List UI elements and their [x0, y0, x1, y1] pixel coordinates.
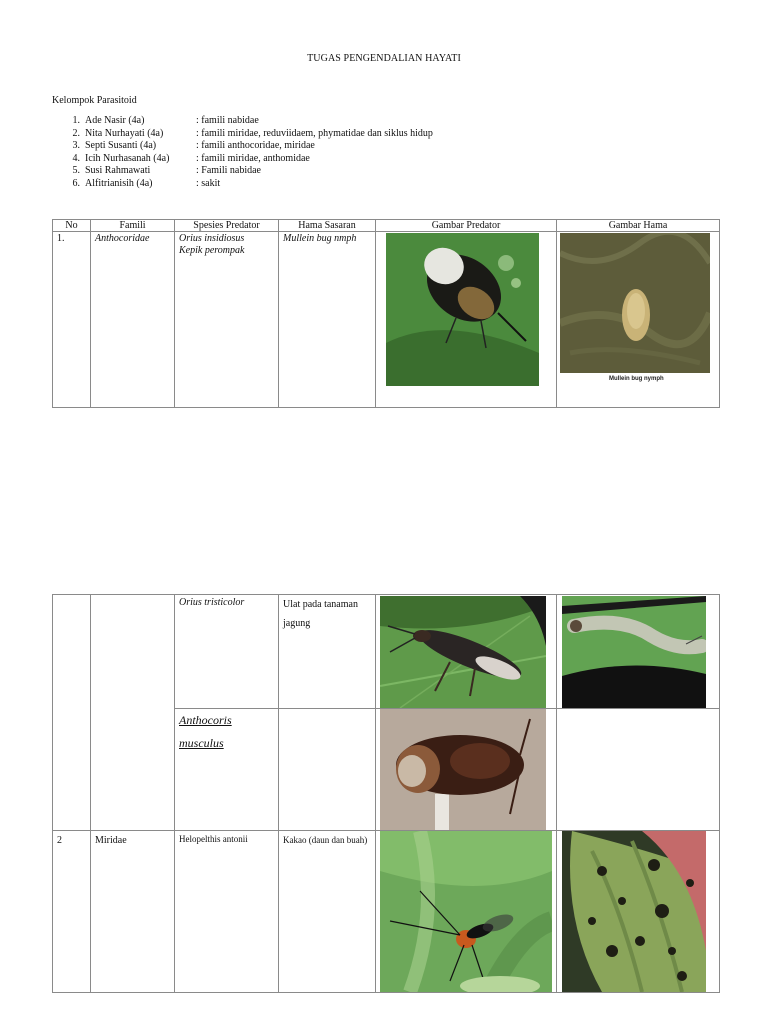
member-number: 1. [72, 115, 80, 126]
member-name: Nita Nurhayati (4a) [85, 127, 164, 139]
member-task: : famili miridae, anthomidae [196, 152, 310, 164]
species-common-name: Kepik perompak [179, 245, 245, 256]
famili-name: Anthocoridae [95, 233, 150, 244]
header-no: No [53, 220, 91, 232]
member-number: 3. [72, 140, 80, 152]
species-name: Helopelthis antonii [179, 834, 248, 844]
caterpillar-on-leaf-image [562, 596, 706, 708]
mullein-bug-nymph-image [560, 233, 710, 373]
header-spesies: Spesies Predator [175, 220, 279, 232]
hama-target: Ulat pada tanaman jagung [283, 599, 358, 629]
member-name: Susi Rahmawati [85, 165, 151, 177]
anthocoris-bug-on-stalk-image [380, 709, 546, 830]
member-number: 2. [72, 127, 80, 139]
header-famili: Famili [91, 220, 175, 232]
row-number: 1. [57, 233, 65, 244]
member-number: 4. [72, 152, 80, 164]
hama-target: Mullein bug nmph [283, 233, 357, 244]
member-task: : famili anthocoridae, miridae [196, 140, 315, 152]
document-title: TUGAS PENGENDALIAN HAYATI [307, 53, 461, 64]
table-row [53, 831, 720, 993]
hama-image-caption: Mullein bug nymph [609, 376, 664, 382]
header-gambar-predator: Gambar Predator [376, 220, 557, 232]
member-task: : Famili nabidae [196, 165, 261, 177]
orius-bug-on-leaf-image [386, 233, 539, 386]
table-row [53, 595, 720, 709]
damaged-cocoa-pod-image [562, 831, 706, 992]
table-row [53, 232, 720, 408]
helopeltis-on-plant-image [380, 831, 552, 992]
orius-tristicolor-on-leaf-image [380, 596, 546, 708]
member-name: Alfitrianisih (4a) [85, 177, 153, 189]
hama-target: Kakao (daun dan buah) [283, 835, 368, 845]
header-gambar-hama: Gambar Hama [557, 220, 720, 232]
row-number: 2 [57, 835, 62, 846]
member-task: : famili nabidae [196, 115, 259, 126]
famili-name: Miridae [95, 835, 127, 846]
species-name: Orius tristicolor [179, 597, 245, 608]
species-name: Orius insidiosus [179, 233, 245, 244]
member-task: : famili miridae, reduviidaem, phymatidae dan siklus hidup [196, 127, 433, 139]
species-name: Anthocoris musculus [179, 713, 232, 750]
member-name: Icih Nurhasanah (4a) [85, 152, 170, 164]
predator-table-page2 [52, 594, 720, 993]
member-name: Septi Susanti (4a) [85, 140, 157, 152]
member-number: 6. [72, 177, 80, 189]
member-name: Ade Nasir (4a) [85, 115, 145, 126]
predator-table-page1 [52, 219, 720, 408]
group-label: Kelompok Parasitoid [52, 95, 137, 106]
member-number: 5. [72, 165, 80, 177]
table-header-row [53, 220, 720, 232]
header-hama: Hama Sasaran [279, 220, 376, 232]
member-task: : sakit [196, 177, 221, 189]
